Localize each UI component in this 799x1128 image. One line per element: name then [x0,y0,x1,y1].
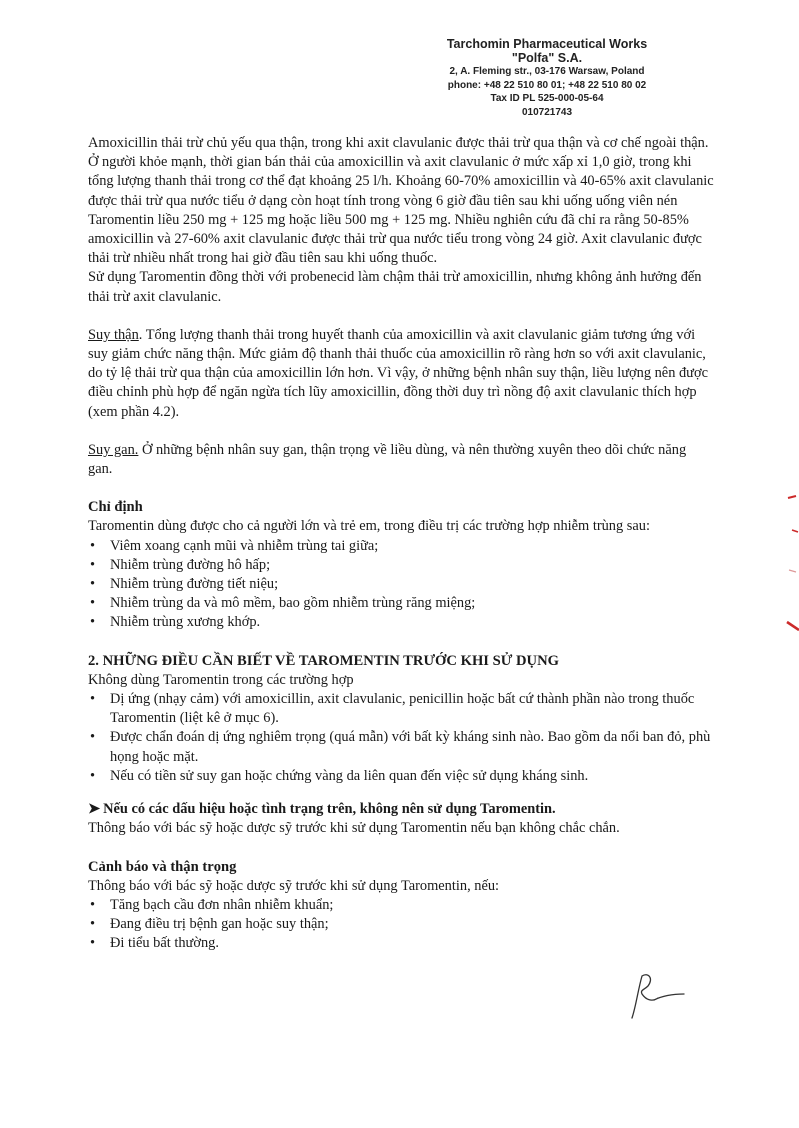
list-item: • Nếu có tiền sử suy gan hoặc chứng vàng da liên quan đến việc sử dụng kháng sinh. [88,767,714,786]
company-tax-id: Tax ID PL 525-000-05-64 [490,93,604,104]
list-item: • Nhiễm trùng da và mô mềm, bao gồm nhiễm trùng răng miệng; [88,594,714,613]
list-item: • Nhiễm trùng đường hô hấp; [88,556,714,575]
list-item: • Dị ứng (nhạy cảm) với amoxicillin, axit clavulanic, penicillin hoặc bất cứ thành phần nào trong thuốc Taromentin (liệt kê ở mục 6). [88,690,714,728]
paragraph-elimination: Amoxicillin thải trừ chủ yếu qua thận, trong khi axit clavulanic được thải trừ qua thận và cơ chế ngoài thận. [88,135,709,151]
company-phone: phone: +48 22 510 80 01; +48 22 510 80 02 [447,79,647,91]
company-address: 2, A. Fleming str., 03-176 Warsaw, Poland [449,66,645,77]
list-item: • Viêm xoang cạnh mũi và nhiễm trùng tai giữa; [88,537,714,556]
cautions-list [88,896,714,954]
document-body [88,134,714,954]
list-item: • Được chẩn đoán dị ứng nghiêm trọng (quá mẫn) với bất kỳ kháng sinh nào. Bao gồm da nổi ban đỏ, phù họng hoặc mặt. [88,728,714,766]
renal-label: Suy thận [88,326,139,343]
company-name: Tarchomin Pharmaceutical Works [446,37,648,51]
company-suffix: "Polfa" S.A. [511,50,583,65]
contraindication-note: Thông báo với bác sỹ hoặc dược sỹ trước khi sử dụng Taromentin nếu bạn không chắc chắn. [88,820,620,837]
contraindication-warning [88,800,714,819]
indications-list [88,537,714,633]
arrow-bullet-icon: ➤ [88,801,101,818]
paragraph-renal-impairment [88,326,714,422]
paragraph-probenecid: Sử dụng Taromentin đồng thời với probenecid làm chậm thải trừ amoxicillin, nhưng không ảnh hưởng đến thải trừ axit clavulanic. [88,269,702,305]
hepatic-text: Ở những bệnh nhân suy gan, thận trọng về liều dùng, và nên thường xuyên theo dõi chức năng gan. [88,441,687,478]
paragraph-half-life: Ở người khỏe mạnh, thời gian bán thải của amoxicillin và axit clavulanic ở mức xấp xỉ 1,0 giờ, trong khi tổng lượng thanh thải trong cơ thể đạt khoảng 25 l/h. Khoảng 60-70% amoxicillin và 40-65% axit clavulanic được thải trừ qua nước tiểu ở dạng còn hoạt tính trong vòng 6 giờ đầu tiên sau khi uống uống viên nén Taromentin liều 250 mg + 125 mg hoặc liều 500 mg + 125 mg. Nhiều nghiên cứu đã chỉ ra rằng 50-85% amoxicillin và 27-60% axit clavulanic được thải trừ qua nước tiểu trong vòng 24 giờ. Axit clavulanic được thải trừ nhiều nhất trong hai giờ đầu tiên sau khi uống thuốc. [88,154,714,267]
list-item: • Đi tiểu bất thường. [88,934,714,953]
list-item: • Tăng bạch cầu đơn nhân nhiễm khuẩn; [88,896,714,915]
hepatic-label: Suy gan. [88,441,139,458]
paragraph-hepatic-impairment [88,441,714,479]
indications-intro: Taromentin dùng được cho cả người lớn và trẻ em, trong điều trị các trường hợp nhiễm trùng sau: [88,518,650,535]
list-item: • Đang điều trị bệnh gan hoặc suy thận; [88,915,714,934]
handwritten-signature [618,968,688,1020]
cautions-heading: Cảnh báo và thận trọng [88,858,237,875]
warning-text: Nếu có các dấu hiệu hoặc tình trạng trên, không nên sử dụng Taromentin. [103,801,556,818]
contraindications-list [88,690,714,786]
company-header [432,38,662,119]
cautions-intro: Thông báo với bác sỹ hoặc dược sỹ trước khi sử dụng Taromentin, nếu: [88,877,500,894]
indications-heading: Chỉ định [88,499,143,516]
company-code: 010721743 [521,106,573,118]
section-2-heading: 2. NHỮNG ĐIỀU CẦN BIẾT VỀ TAROMENTIN TRƯỚC KHI SỬ DỤNG [88,652,559,669]
edge-stamp-mark [786,490,799,650]
list-item: • Nhiễm trùng xương khớp. [88,613,714,632]
renal-text: . Tổng lượng thanh thải trong huyết thanh của amoxicillin và axit clavulanic giảm tương ứng với suy giảm chức năng thận. Mức giảm độ thanh thải thuốc của amoxicillin rõ ràng hơn so với axit clavulanic, do tỷ lệ thải trừ qua thận của amoxicillin lớn hơn. Vì vậy, ở những bệnh nhân suy thận, liều lượng nên được điều chỉnh phù hợp để ngăn ngừa tích lũy amoxicillin, đồng thời duy trì nồng độ axit clavulanic thích hợp (xem phần 4.2). [88,326,708,420]
contraindications-intro: Không dùng Taromentin trong các trường hợp [88,671,354,688]
list-item: • Nhiễm trùng đường tiết niệu; [88,575,714,594]
